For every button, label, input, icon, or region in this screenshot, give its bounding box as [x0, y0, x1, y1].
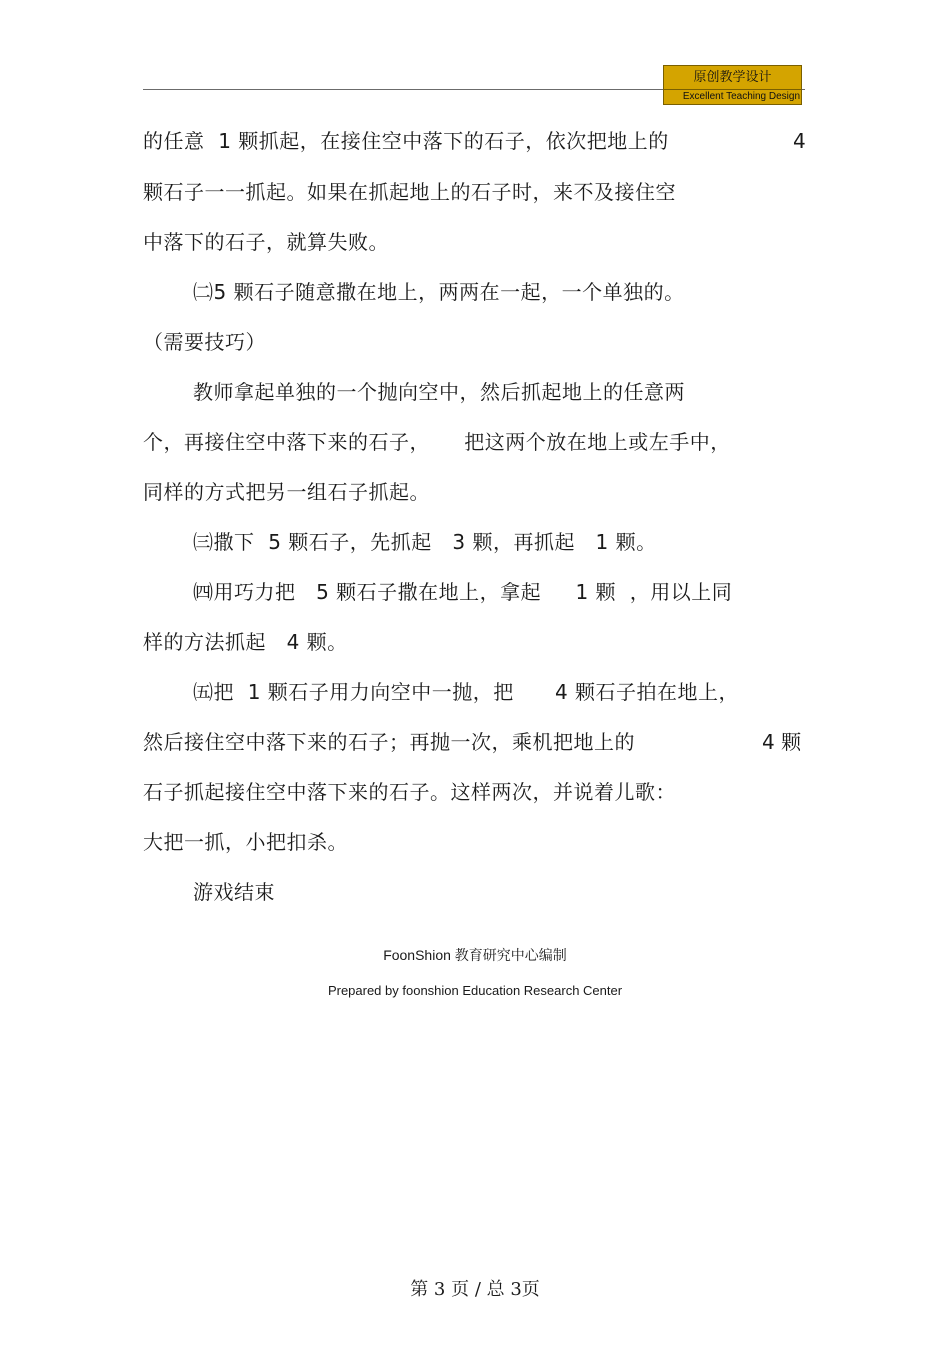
text-line-13-number: 4 颗 — [762, 730, 802, 754]
text-line-6: 教师拿起单独的一个抛向空中，然后抓起地上的任意两 — [193, 380, 685, 404]
text-line-7: 个，再接住空中落下来的石子， 把这两个放在地上或左手中， — [143, 430, 731, 454]
text-line-9: ㈢撒下 5 颗石子，先抓起 3 颗，再抓起 1 颗。 — [193, 530, 657, 554]
header-badge — [663, 65, 802, 105]
text-line-12: ㈤把 1 颗石子用力向空中一抛，把 4 颗石子拍在地上， — [193, 680, 740, 704]
badge-title-en: Excellent Teaching Design — [664, 90, 801, 104]
footer-org-en: Prepared by foonshion Education Research Center — [327, 983, 623, 998]
text-line-13: 然后接住空中落下来的石子；再抛一次，乘机把地上的 — [143, 730, 635, 754]
footer-org-cn: FoonShion 教育研究中心编制 — [383, 947, 567, 963]
text-line-16: 游戏结束 — [193, 880, 275, 904]
text-line-11: 样的方法抓起 4 颗。 — [143, 630, 348, 654]
text-line-1: 的任意 1 颗抓起，在接住空中落下的石子，依次把地上的 — [143, 129, 669, 153]
page-number: 第 3 页 / 总 3页 — [410, 1279, 540, 1300]
text-line-15: 大把一抓，小把扣杀。 — [143, 830, 348, 854]
text-line-10: ㈣用巧力把 5 颗石子撒在地上，拿起 1 颗 ，用以上同 — [193, 580, 733, 604]
badge-title-cn: 原创教学设计 — [664, 66, 801, 90]
text-line-4: ㈡5 颗石子随意撒在地上，两两在一起，一个单独的。 — [193, 280, 685, 304]
text-line-8: 同样的方式把另一组石子抓起。 — [143, 480, 430, 504]
text-line-14: 石子抓起接住空中落下来的石子。这样两次，并说着儿歌： — [143, 780, 676, 804]
text-line-3: 中落下的石子，就算失败。 — [143, 230, 389, 254]
text-line-1-number: 4 — [793, 129, 806, 153]
text-line-5: （需要技巧） — [143, 330, 266, 354]
text-line-2: 颗石子一一抓起。如果在抓起地上的石子时，来不及接住空 — [143, 180, 676, 204]
